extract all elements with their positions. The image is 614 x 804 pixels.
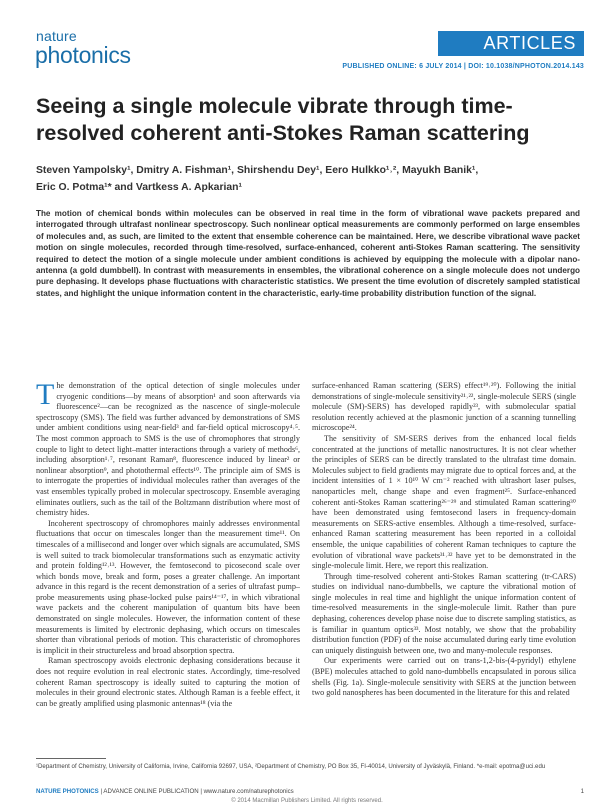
paragraph: Raman spectroscopy avoids electronic dephasing considerations because it does not require evolution in real electronic states. Accordingly, time-resolved coherent Raman spectroscopy is ideally suited to capturing the motion of molecules in their ground electronic states. Although Raman is a feeble effect, it can be greatly amplified using plasmonic antennas¹⁸ (via the xyxy=(36,656,300,708)
journal-logo-photonics: photonics xyxy=(35,42,131,68)
page-footer xyxy=(36,788,584,795)
section-badge: ARTICLES xyxy=(438,31,584,56)
footnote-divider xyxy=(36,758,106,759)
drop-cap: T xyxy=(36,378,55,411)
body-column-left xyxy=(36,378,300,709)
journal-logo-nature: nature xyxy=(36,28,77,44)
copyright-notice: © 2014 Macmillan Publishers Limited. All rights reserved. xyxy=(231,798,383,804)
paragraph-text: he demonstration of the optical detection of single molecules under cryogenic conditions—by means of absorption¹ and soon afterwards via fluorescence²—can be recognized as the nascence of single-molecule spectroscopy (SMS). The field was further advanced by demonstrations of SMS under ambient conditions using near-field³ and far-field optical microscopy⁴˒⁵. The most common approach to SMS is the use of chromophores that strongly couple to light to detect light–matter interactions through a variety of methods⁶, including absorption¹˒⁷, resonant Raman⁸, fluorescence induced by linear² or nonlinear absorption⁹, and photothermal effects¹⁰. The principle aim of SMS is to interrogate the properties of individual molecules rather than averages of the vast ensembles typically probed in molecular spectroscopy. Ensemble averaging eliminates outliers, such as the tail of the Boltzmann distribution where most of chemistry hides. xyxy=(36,381,300,518)
author-line-1: Steven Yampolsky¹, Dmitry A. Fishman¹, Shirshendu Dey¹, Eero Hulkko¹˒², Mayukh Banik¹, xyxy=(36,165,479,176)
body-column-right xyxy=(312,381,576,699)
paragraph: Incoherent spectroscopy of chromophores mainly addresses environmental fluctuations that occur on timescales longer than the measurement time¹¹. On timescales of a millisecond and longer over which signals are accumulated, SMS is well suited to track biomolecular transformations such as enzymatic activity and protein folding¹²˒¹³. However, the femtosecond to picosecond scale over which bonds move, break and form, poses a greater challenge. An important advance in this regard is the recent demonstration of a series of ultrafast pump–probe measurements using phase-locked pulse pairs¹⁴⁻¹⁷, in which vibrational wave packets and the coherent manipulation of quantum bits have been demonstrated on single molecules. However, the information content of these measurements is limited by electronic dephasing, which occurs on timescales shorter than vibrational periods of motion. This characteristic of chromophores is implicit in their structureless and broad absorption spectra. xyxy=(36,518,300,655)
paragraph: The sensitivity of SM-SERS derives from the enhanced local fields concentrated at the junctions of metallic nanostructures. It is not clear whether the principles of SERS can be directly translated to the ultrafast time domain. Molecules subject to field gradients may migrate due to optical forces and, at the incident intensities of 1 × 10¹⁰ W cm⁻² reached with ultrashort laser pulses, nanoparticles melt, change shape and even fragment²⁵. Surface-enhanced coherent anti-Stokes Raman scattering²⁶⁻²⁹ and stimulated Raman scattering³⁰ have been demonstrated using femtosecond lasers in frequency-domain measurements on SERS-active ensembles. Although a time-resolved, surface-enhanced Raman scattering measurement has been reported in a colloidal ensemble, the unique capabilities of coherent Raman techniques to capture the evolution of vibrational wave packets³¹˒³² have yet to be demonstrated in the single-molecule limit. Here, we report this realization. xyxy=(312,433,576,571)
footer-left xyxy=(36,788,294,795)
affiliations-footnote: ¹Department of Chemistry, University of California, Irvine, California 92697, USA, ²Department of Chemistry, PO Box 35, FI-40014, University of Jyväskylä, Finland. *e-mail: epotma@uci.edu xyxy=(36,763,546,770)
footer-journal-name: NATURE PHOTONICS xyxy=(36,788,99,795)
article-title: Seeing a single molecule vibrate through time-resolved coherent anti-Stokes Raman scattering xyxy=(36,94,530,145)
abstract: The motion of chemical bonds within molecules can be observed in real time in the form of vibrational wave packets prepared and interrogated through ultrafast nonlinear spectroscopy. Such nonlinear optical measurements are commonly performed on large ensembles of molecules and, as such, are limited to the extent that ensemble coherence can be maintained. Here, we describe vibrational wave packet motion on single molecules, recorded through time-resolved, surface-enhanced, coherent anti-Stokes Raman scattering. The sensitivity required to detect the motion of a single molecule under ambient conditions is achieved by equipping the molecule with a dipolar nano-antenna (a gold dumbbell). In contrast with measurements in ensembles, the vibrational coherence on a single molecule does not undergo pure dephasing. It develops phase fluctuations with characteristic statistics. We present the time evolution of discretely sampled statistical states, and highlight the unique information content in the characteristic, early-time probability distribution function of the signal. xyxy=(36,209,580,298)
author-line-2: Eric O. Potma¹* and Vartkess A. Apkarian¹ xyxy=(36,181,242,193)
author-list xyxy=(36,163,576,196)
paragraph xyxy=(36,378,300,519)
publication-line: PUBLISHED ONLINE: 6 JULY 2014 | DOI: 10.1038/NPHOTON.2014.143 xyxy=(342,63,584,70)
page-number: 1 xyxy=(580,788,584,795)
paragraph: surface-enhanced Raman scattering (SERS) effect¹⁹˒²⁰). Following the initial demonstrations of single-molecule sensitivity²¹˒²², single-molecule SERS (single molecule (SM)-SERS) has developed rapidly²³, with submolecular spatial resolution recently achieved at the plasmonic junction of a scanning tunnelling microscope²⁴. xyxy=(312,381,576,433)
paragraph: Our experiments were carried out on trans-1,2-bis-(4-pyridyl) ethylene (BPE) molecules attached to gold nano-dumbbells encapsulated in porous silica shells (Fig. 1a). Single-molecule sensitivity with SERS at the junction between two gold nanospheres has been documented in the literature for this and related xyxy=(312,656,576,698)
paragraph: Through time-resolved coherent anti-Stokes Raman scattering (tr-CARS) studies on individual nano-dumbbells, we capture the vibrational motion of single molecules in real time and highlight the unique information content of time-resolved measurements in the single-molecule limit. Rather than pure dephasing, coherences develop phase noise due to discrete sampling statistics, as is familiar in quantum optics³³. Most notably, we show that the probability distribution function (PDF) of the noise accumulated during early time evolution can uniquely distinguish between one, two and many-molecule responses. xyxy=(312,571,576,655)
footer-info: | ADVANCE ONLINE PUBLICATION | www.nature.com/naturephotonics xyxy=(98,788,294,795)
